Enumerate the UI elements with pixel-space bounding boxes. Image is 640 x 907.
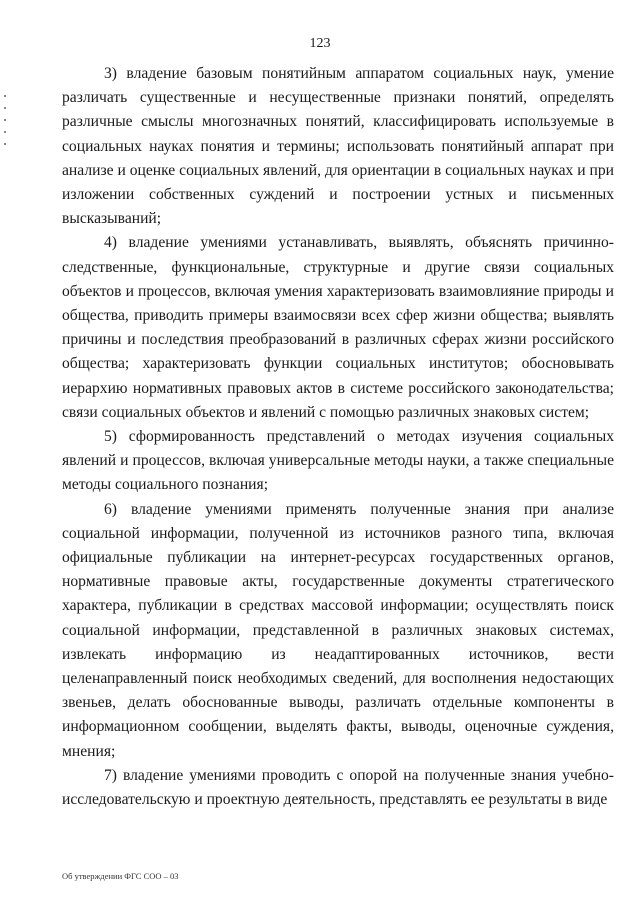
- document-footer: Об утверждении ФГС СОО – 03: [62, 871, 179, 881]
- paragraph-item-4: 4) владение умениями устанавливать, выявлять, объяснять причинно-следственные, функциональные, структурные и другие связи социальных объектов и процессов, включая умения характеризовать взаимовлияние природы и общества, приводить примеры взаимосвязи всех сфер жизни общества; выявлять причины и последствия преобразований в различных сферах жизни российского общества; характеризовать функции социальных институтов; обосновывать иерархию нормативных правовых актов в системе российского законодательства; связи социальных объектов и явлений с помощью различных знаковых систем;: [62, 234, 614, 421]
- page-number: 123: [309, 36, 331, 51]
- paragraph-item-3: 3) владение базовым понятийным аппаратом социальных наук, умение различать существенные и несущественные признаки понятий, определять различные смыслы многозначных понятий, классифицировать используемые в социальных науках понятия и термины; использовать понятийный аппарат при анализе и оценке социальных явлений, для ориентации в социальных науках и при изложении собственных суждений и построении устных и письменных высказываний;: [62, 65, 614, 228]
- body-text: [62, 62, 614, 812]
- paragraph-item-7: 7) владение умениями проводить с опорой на полученные знания учебно-исследовательскую и проектную деятельность, представлять ее результаты в виде: [62, 766, 614, 809]
- paragraph-item-5: 5) сформированность представлений о методах изучения социальных явлений и процессов, включая универсальные методы науки, а также специальные методы социального познания;: [62, 428, 614, 494]
- paragraph-item-6: 6) владение умениями применять полученные знания при анализе социальной информации, полученной из источников разного типа, включая официальные публикации на интернет-ресурсах государственных органов, нормативные правовые акты, государственные документы стратегического характера, публикации в средствах массовой информации; осуществлять поиск социальной информации, представленной в различных знаковых системах, извлекать информацию из неадаптированных источников, вести целенаправленный поиск необходимых сведений, для восполнения недостающих звеньев, делать обоснованные выводы, различать отдельные компоненты в информационном сообщении, выделять факты, выводы, оценочные суждения, мнения;: [62, 500, 614, 760]
- scan-edge-marks: [4, 95, 7, 155]
